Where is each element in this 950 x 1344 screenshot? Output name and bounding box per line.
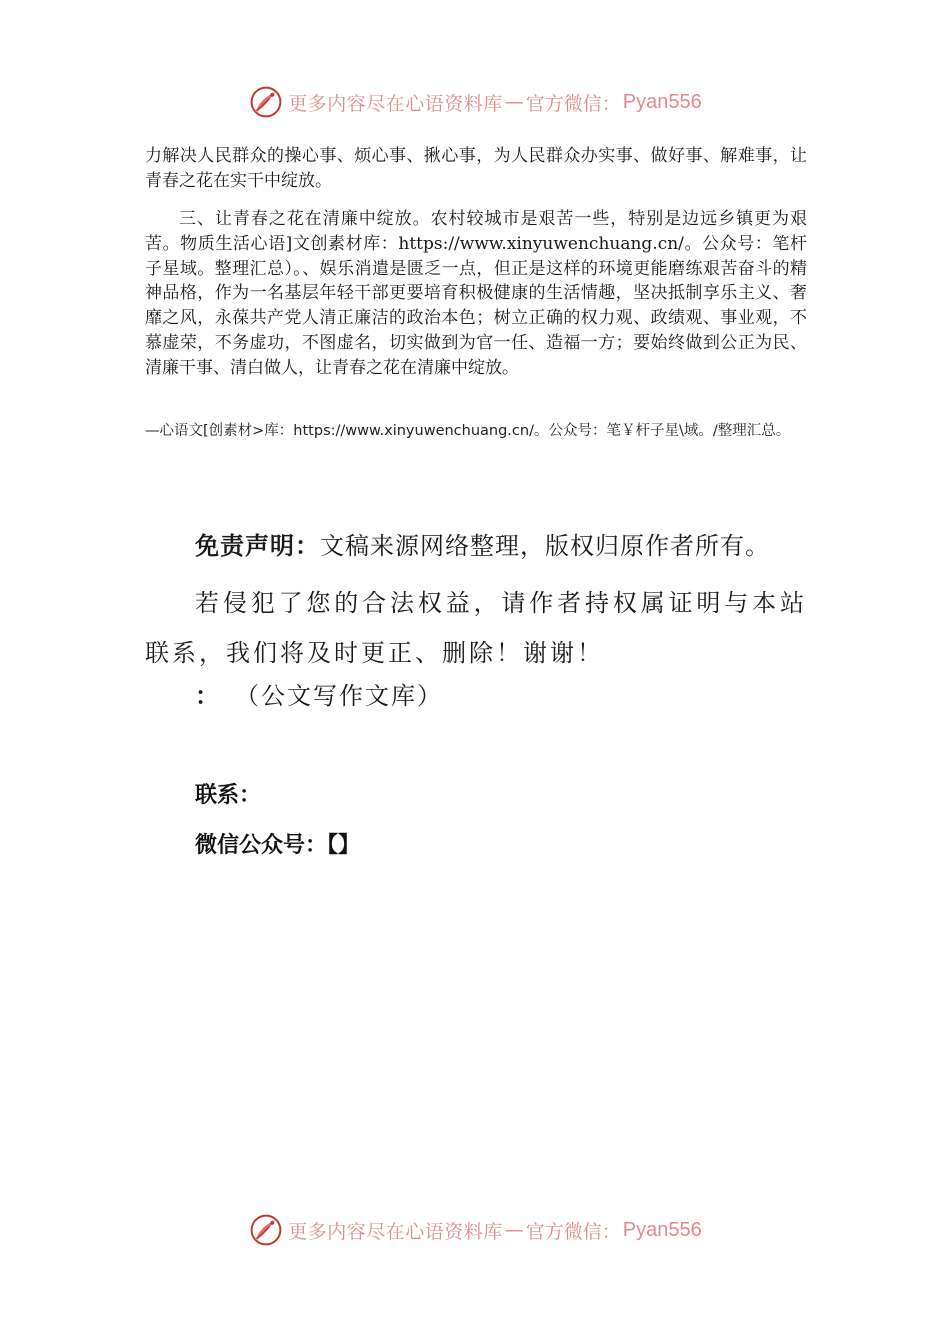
footer-watermark-banner	[0, 1210, 950, 1250]
disclaimer-text: 文稿来源网络整理，版权归原作者所有。	[320, 532, 770, 560]
source-note: —心语文[创素材>库：https://www.xinyuwenchuang.cn/。公众号：笔￥杆子星\域。/整理汇总。	[145, 423, 791, 439]
pen-logo-icon	[248, 84, 284, 120]
pen-logo-icon	[248, 1212, 284, 1248]
library-name: （公文写作文库）	[247, 682, 443, 710]
banner-wechat-id: Pyan556	[622, 90, 702, 113]
banner-wechat-label: 官方微信：	[525, 92, 621, 115]
wechat-public-account: 微信公众号：【】	[195, 833, 361, 858]
disclaimer-label: 免责声明：	[195, 532, 320, 560]
banner-wechat-label: 官方微信：	[525, 1220, 621, 1243]
contact-label: 联系：	[195, 783, 262, 808]
paragraph-continuation: 力解决人民群众的操心事、烦心事、揪心事，为人民群众办实事、做好事、解难事，让青春之花在实干中绽放。	[145, 146, 807, 191]
header-watermark-banner	[0, 82, 950, 122]
banner-text: 更多内容尽在心语资料库	[288, 1220, 503, 1243]
library-line	[145, 676, 807, 711]
disclaimer-rights-text: 若侵犯了您的合法权益，请作者持权属证明与本站联系，我们将及时更正、删除！谢谢！	[145, 589, 807, 667]
banner-text: 更多内容尽在心语资料库	[288, 92, 503, 115]
paragraph-section-three: 三、让青春之花在清廉中绽放。农村较城市是艰苦一些，特别是边远乡镇更为艰苦。物质生活心语]文创素材库：https://www.xinyuwenchuang.cn/。公众号：笔杆子星域。整理汇总）。、娱乐消遣是匮乏一点，但正是这样的环境更能磨练艰苦奋斗的精神品格，作为一名基层年轻干部更要培育积极健康的生活情趣，坚决抵制享乐主义、奢靡之风，永葆共产党人清正廉洁的政治本色；树立正确的权力观、政绩观、事业观，不慕虚荣，不务虚功，不图虚名，切实做到为官一任、造福一方；要始终做到公正为民、清廉干事、清白做人，让青春之花在清廉中绽放。	[145, 209, 807, 378]
banner-separator: —	[504, 1219, 524, 1241]
banner-separator: —	[504, 91, 524, 113]
disclaimer-line	[145, 526, 807, 561]
library-colon: ：	[195, 682, 221, 710]
banner-wechat-id: Pyan556	[622, 1218, 702, 1241]
